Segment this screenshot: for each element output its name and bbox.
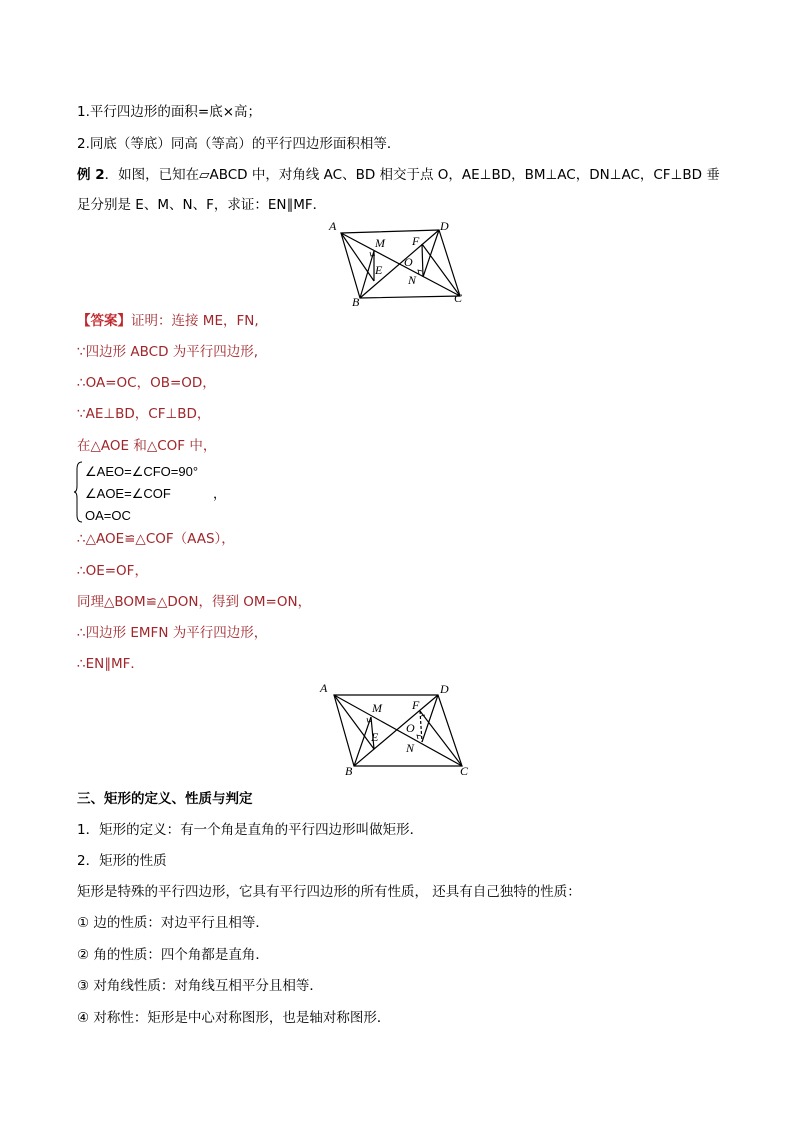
answer-intro-line: [77, 312, 259, 330]
section3-title: 三、矩形的定义、性质与判定: [77, 791, 253, 807]
fig1-right-angle-n: [418, 270, 422, 274]
intro-line-2: 2.同底（等底）同高（等高）的平行四边形面积相等．: [77, 136, 401, 152]
fig2-label-o: O: [406, 721, 415, 735]
fig1-segment-ae: [341, 233, 374, 281]
fig1-label-m: M: [375, 236, 385, 250]
fig2-label-f: F: [412, 698, 420, 712]
answer-step-7: 同理△BOM≌△DON，得到 OM=ON，: [77, 594, 312, 610]
fig2-label-m: M: [372, 701, 382, 715]
example-text-1: ．如图，已知在▱ABCD 中，对角线 AC、BD 相交于点 O，AE⊥BD，BM⊥AC，DN⊥AC，CF⊥BD 垂: [104, 167, 720, 183]
condition-1: ∠AEO=∠CFO=90°: [85, 464, 199, 479]
fig1-segment-cf: [422, 244, 460, 296]
fig2-segment-cf: [420, 711, 462, 766]
section3-properties-title: 2．矩形的性质: [77, 853, 167, 869]
example-line-2: 足分别是 E、M、N、F，求证：EN∥MF．: [77, 197, 327, 213]
property-symmetry: ④ 对称性：矩形是中心对称图形，也是轴对称图形．: [77, 1010, 391, 1026]
fig2-diagonal-ac: [334, 695, 462, 766]
fig1-label-n: N: [408, 273, 417, 287]
answer-step-9: ∴EN∥MF．: [77, 656, 144, 672]
fig2-label-a: A: [320, 681, 328, 695]
fig1-label-d: D: [440, 219, 449, 233]
answer-tag: 【答案】: [77, 313, 131, 329]
fig1-label-f: F: [412, 234, 420, 248]
fig2-label-d: D: [440, 682, 449, 696]
answer-intro: 证明：连接 ME，FN,: [131, 313, 259, 329]
property-edges: ① 边的性质：对边平行且相等．: [77, 915, 269, 931]
fig1-diagonal-ac: [341, 233, 460, 296]
answer-step-5: ∴△AOE≌△COF（AAS），: [77, 531, 235, 547]
fig2-label-n: N: [406, 741, 415, 755]
answer-step-3: ∵AE⊥BD，CF⊥BD，: [77, 406, 211, 422]
brace-lines: [85, 461, 198, 527]
fig1-label-o: O: [404, 255, 413, 269]
condition-3: OA=OC: [85, 508, 131, 523]
answer-step-6: ∴OE=OF，: [77, 563, 148, 579]
brace-comma: ，: [213, 487, 227, 502]
fig2-label-c: C: [460, 764, 469, 778]
property-angles: ② 角的性质：四个角都是直角．: [77, 947, 269, 963]
fig1-segment-bm: [360, 251, 374, 298]
answer-step-4: 在△AOE 和△COF 中，: [77, 438, 217, 454]
fig1-label-a: A: [329, 219, 337, 233]
brace-icon: [73, 461, 83, 523]
parallelogram-figure-1: [326, 218, 476, 308]
fig2-label-e: E: [371, 730, 379, 744]
answer-step-2: ∴OA=OC，OB=OD，: [77, 375, 216, 391]
property-diagonals: ③ 对角线性质：对角线互相平分且相等．: [77, 978, 323, 994]
fig1-label-e: E: [375, 263, 383, 277]
condition-2: ∠AOE=∠COF: [85, 486, 171, 501]
parallelogram-figure-2: [314, 680, 479, 780]
fig1-label-b: B: [352, 295, 360, 308]
fig2-label-b: B: [345, 764, 353, 778]
answer-step-8: ∴四边形 EMFN 为平行四边形，: [77, 625, 268, 641]
fig1-segment-fn: [422, 244, 423, 277]
section3-properties-intro: 矩形是特殊的平行四边形，它具有平行四边形的所有性质， 还具有自己独特的性质：: [77, 884, 581, 900]
section3-definition: 1．矩形的定义：有一个角是直角的平行四边形叫做矩形．: [77, 822, 424, 838]
fig2-right-angle-n: [417, 735, 421, 739]
example-line-1: [77, 166, 720, 184]
example-label: 例 2: [77, 167, 105, 183]
intro-line-1: 1.平行四边形的面积=底×高；: [77, 104, 262, 120]
answer-step-1: ∵四边形 ABCD 为平行四边形,: [77, 344, 259, 360]
fig1-label-c: C: [454, 291, 463, 305]
